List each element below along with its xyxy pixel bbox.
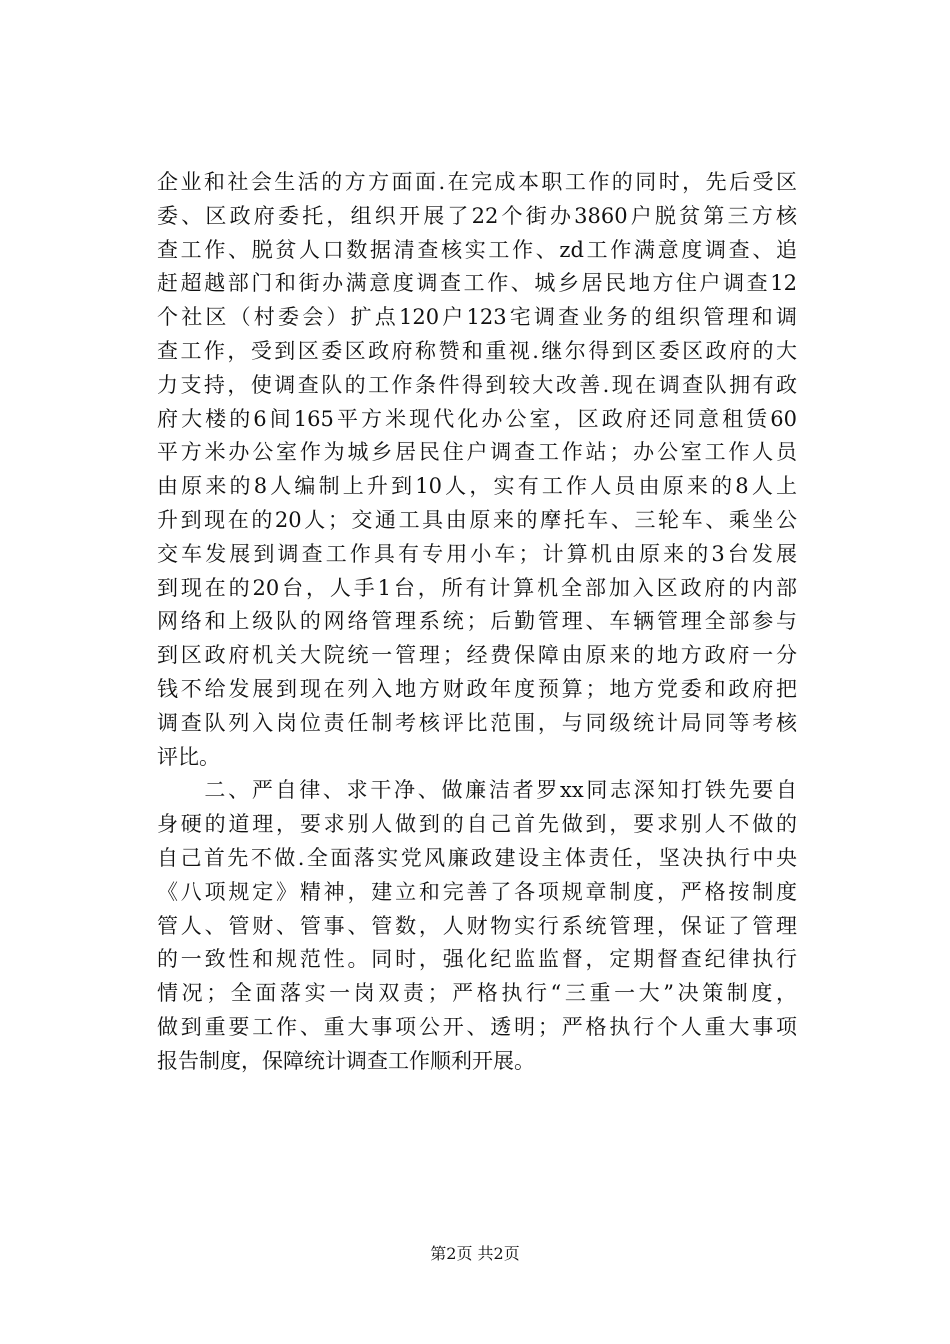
text-line: 到现在的20台，人手1台，所有计算机全部加入区政府的内部 (157, 575, 797, 600)
text-line: 平方米办公室作为城乡居民住户调查工作站；办公室工作人员 (157, 440, 797, 465)
text-line: 升到现在的20人；交通工具由原来的摩托车、三轮车、乘坐公 (157, 507, 797, 532)
text-line: 力支持，使调查队的工作条件得到较大改善.现在调查队拥有政 (157, 372, 797, 397)
text-line: 《八项规定》精神，建立和完善了各项规章制度，严格按制度 (157, 879, 797, 904)
text-line: 企业和社会生活的方方面面.在完成本职工作的同时，先后受区 (157, 170, 797, 194)
text-line: 自己首先不做.全面落实党风廉政建设主体责任，坚决执行中央 (157, 845, 797, 870)
text-line: 身硬的道理，要求别人做到的自己首先做到，要求别人不做的 (157, 812, 797, 837)
text-line: 委、区政府委托，组织开展了22个街办3860户脱贫第三方核 (157, 203, 797, 228)
text-line: 的一致性和规范性。同时，强化纪监监督，定期督查纪律执行 (157, 947, 797, 972)
text-line: 网络和上级队的网络管理系统；后勤管理、车辆管理全部参与 (157, 609, 797, 634)
text-line: 二、严自律、求干净、做廉洁者罗xx同志深知打铁先要自 (157, 778, 797, 803)
text-line: 由原来的8人编制上升到10人，实有工作人员由原来的8人上 (157, 474, 797, 499)
text-line: 报告制度，保障统计调查工作顺利开展。 (157, 1048, 535, 1073)
text-line: 赶超越部门和街办满意度调查工作、城乡居民地方住户调查12 (157, 271, 797, 296)
text-line: 到区政府机关大院统一管理；经费保障由原来的地方政府一分 (157, 643, 797, 668)
text-line: 做到重要工作、重大事项公开、透明；严格执行个人重大事项 (157, 1014, 797, 1039)
body-text (157, 166, 797, 1079)
text-line: 调查队列入岗位责任制考核评比范围，与同级统计局同等考核 (157, 710, 797, 735)
page-footer: 第2页 共2页 (430, 1244, 520, 1263)
text-line: 管人、管财、管事、管数，人财物实行系统管理，保证了管理 (157, 913, 797, 938)
text-line: 查工作，受到区委区政府称赞和重视.继尔得到区委区政府的大 (157, 338, 797, 363)
text-line: 府大楼的6间165平方米现代化办公室，区政府还同意租赁60 (157, 406, 797, 431)
text-line: 情况；全面落实一岗双责；严格执行“三重一大”决策制度， (157, 981, 797, 1006)
text-line: 评比。 (157, 744, 220, 769)
text-line: 个社区（村委会）扩点120户123宅调查业务的组织管理和调 (157, 305, 797, 330)
text-line: 查工作、脱贫人口数据清查核实工作、zd工作满意度调查、追 (157, 237, 797, 262)
text-line: 钱不给发展到现在列入地方财政年度预算；地方党委和政府把 (157, 676, 797, 701)
text-line: 交车发展到调查工作具有专用小车；计算机由原来的3台发展 (157, 541, 797, 566)
